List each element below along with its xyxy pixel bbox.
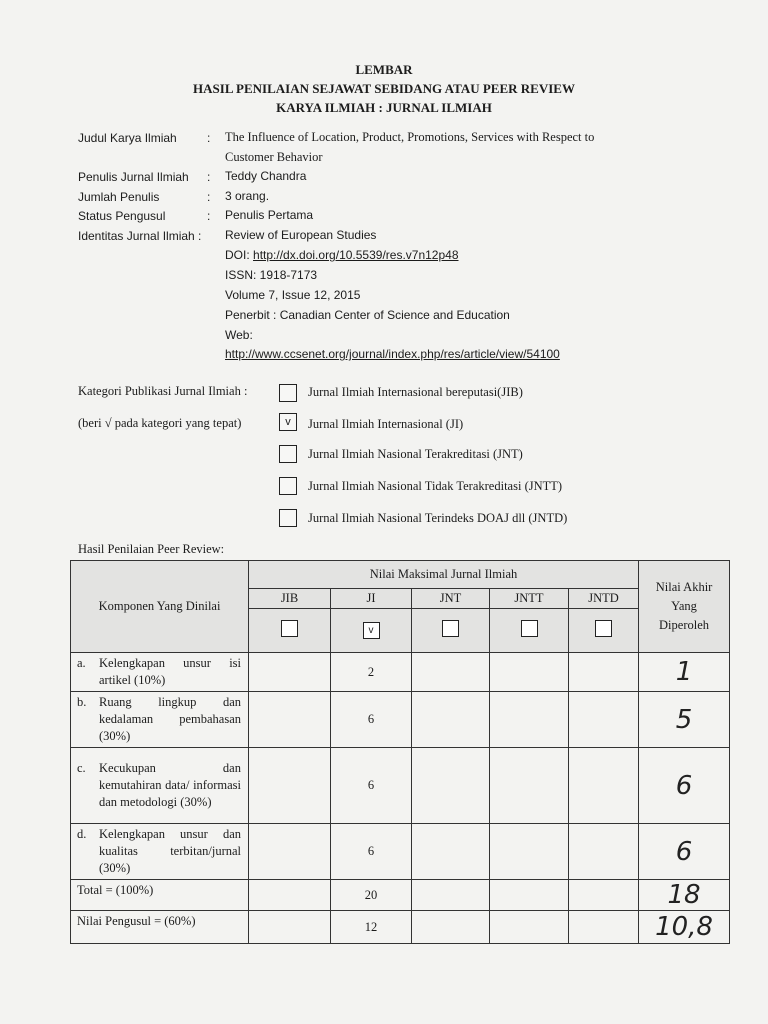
total-jntt [490,880,569,911]
col-ji-label: JI [331,589,412,609]
col-jib-checkbox[interactable] [281,620,298,637]
col-ji-checkbox-cell [331,609,412,653]
total-ji: 20 [331,880,412,911]
row-d-akhir: 6 [639,824,730,880]
kategori-hint: (beri √ pada kategori yang tepat) [78,416,242,430]
nilai-max-header: Nilai Maksimal Jurnal Ilmiah [249,561,639,589]
col-jib-label: JIB [249,589,331,609]
nilai-akhir-header: Nilai Akhir Yang Diperoleh [639,561,730,653]
col-jnt-label: JNT [412,589,490,609]
row-b-akhir: 5 [639,692,730,748]
identitas-journal: Review of European Studies [225,228,377,242]
pengusul-label: Nilai Pengusul = (60%) [71,911,249,944]
kategori-option-jib: Jurnal Ilmiah Internasional bereputasi(JIB) [308,385,523,399]
total-jntd [569,880,639,911]
row-b-jnt [412,692,490,748]
row-b-jntt [490,692,569,748]
row-letter: d. [77,827,87,841]
row-c-jntd [569,748,639,824]
kategori-label: Kategori Publikasi Jurnal Ilmiah : [78,384,248,398]
web-label: Web: [225,328,253,342]
kategori-checkbox-jnt[interactable] [279,445,297,463]
row-d-ji: 6 [331,824,412,880]
pengusul-ji: 12 [331,911,412,944]
row-letter: b. [77,695,87,709]
kategori-checkbox-jntd[interactable] [279,509,297,527]
row-text: Kecukupan dan kemutahiran data/ informasi dan metodologi (30%) [99,761,241,809]
jumlah-label: Jumlah Penulis [78,190,160,204]
col-jntt-checkbox[interactable] [521,620,538,637]
row-text: Kelengkapan unsur dan kualitas terbitan/jurnal (30%) [99,827,241,875]
row-a-ji: 2 [331,653,412,692]
row-c-jib [249,748,331,824]
col-ji-checkbox[interactable]: v [363,622,380,639]
web-link[interactable]: http://www.ccsenet.org/journal/index.php/res/article/view/54100 [225,347,560,361]
row-c-jnt [412,748,490,824]
doi-link[interactable]: http://dx.doi.org/10.5539/res.v7n12p48 [253,248,459,262]
judul-colon: : [207,131,211,145]
row-d-jntt [490,824,569,880]
row-text: Kelengkapan unsur isi artikel (10%) [99,656,241,687]
table-row [71,653,730,692]
row-text: Ruang lingkup dan kedalaman pembahasan (30%) [99,695,241,743]
jumlah-value: 3 orang. [225,189,270,203]
col-jib-checkbox-cell [249,609,331,653]
penulis-value: Teddy Chandra [225,169,307,183]
table-row [71,692,730,748]
row-b-ji: 6 [331,692,412,748]
kategori-option-jnt: Jurnal Ilmiah Nasional Terakreditasi (JNT) [308,447,523,461]
row-d-jnt [412,824,490,880]
total-label: Total = (100%) [71,880,249,911]
row-d-jib [249,824,331,880]
kategori-checkbox-jntt[interactable] [279,477,297,495]
judul-label: Judul Karya Ilmiah [78,131,177,145]
total-jnt [412,880,490,911]
col-jntd-label: JNTD [569,589,639,609]
row-c-komponen [71,748,249,824]
row-c-akhir: 6 [639,748,730,824]
col-jntt-checkbox-cell [490,609,569,653]
komponen-header: Komponen Yang Dinilai [71,561,249,653]
row-d-jntd [569,824,639,880]
doc-title-lembar: LEMBAR [355,62,413,77]
volume-value: Volume 7, Issue 12, 2015 [225,288,361,302]
kategori-option-jntd: Jurnal Ilmiah Nasional Terindeks DOAJ dll (JNTD) [308,511,568,525]
identitas-label: Identitas Jurnal Ilmiah : [78,229,202,243]
status-label: Status Pengusul [78,209,166,223]
row-b-jib [249,692,331,748]
score-table [70,560,730,944]
row-b-jntd [569,692,639,748]
judul-value-line2: Customer Behavior [225,150,323,164]
kategori-checkbox-ji[interactable]: v [279,413,297,431]
kategori-option-ji: Jurnal Ilmiah Internasional (JI) [308,417,464,431]
table-caption: Hasil Penilaian Peer Review: [78,542,225,556]
doi-line [225,245,665,265]
judul-value-line1: The Influence of Location, Product, Promotions, Services with Respect to [225,130,595,144]
row-b-komponen [71,692,249,748]
row-a-jib [249,653,331,692]
col-jntd-checkbox[interactable] [595,620,612,637]
status-value: Penulis Pertama [225,208,314,222]
col-jntd-checkbox-cell [569,609,639,653]
doc-title-hasil: HASIL PENILAIAN SEJAWAT SEBIDANG ATAU PEER REVIEW [193,81,575,96]
total-akhir: 18 [639,880,730,911]
row-a-jnt [412,653,490,692]
jumlah-colon: : [207,190,211,204]
row-a-akhir: 1 [639,653,730,692]
pengusul-jntd [569,911,639,944]
pengusul-jnt [412,911,490,944]
doc-title-karya: KARYA ILMIAH : JURNAL ILMIAH [276,100,492,115]
table-row [71,748,730,824]
row-c-ji: 6 [331,748,412,824]
penerbit-value: Penerbit : Canadian Center of Science and Education [225,308,510,322]
kategori-option-jntt: Jurnal Ilmiah Nasional Tidak Terakreditasi (JNTT) [308,479,563,493]
doi-prefix: DOI: [225,248,254,262]
row-letter: a. [77,656,86,670]
penulis-label: Penulis Jurnal Ilmiah [78,170,189,184]
total-jib [249,880,331,911]
row-d-komponen [71,824,249,880]
table-row-pengusul [71,911,730,944]
row-c-jntt [490,748,569,824]
row-a-jntd [569,653,639,692]
pengusul-jntt [490,911,569,944]
col-jnt-checkbox[interactable] [442,620,459,637]
table-row-total [71,880,730,911]
status-colon: : [207,209,211,223]
row-a-jntt [490,653,569,692]
col-jntt-label: JNTT [490,589,569,609]
issn-value: ISSN: 1918-7173 [225,268,318,282]
pengusul-akhir: 10,8 [639,911,730,944]
col-jnt-checkbox-cell [412,609,490,653]
pengusul-jib [249,911,331,944]
row-letter: c. [77,761,86,775]
kategori-checkbox-jib[interactable] [279,384,297,402]
penulis-colon: : [207,170,211,184]
row-a-komponen [71,653,249,692]
table-row [71,824,730,880]
